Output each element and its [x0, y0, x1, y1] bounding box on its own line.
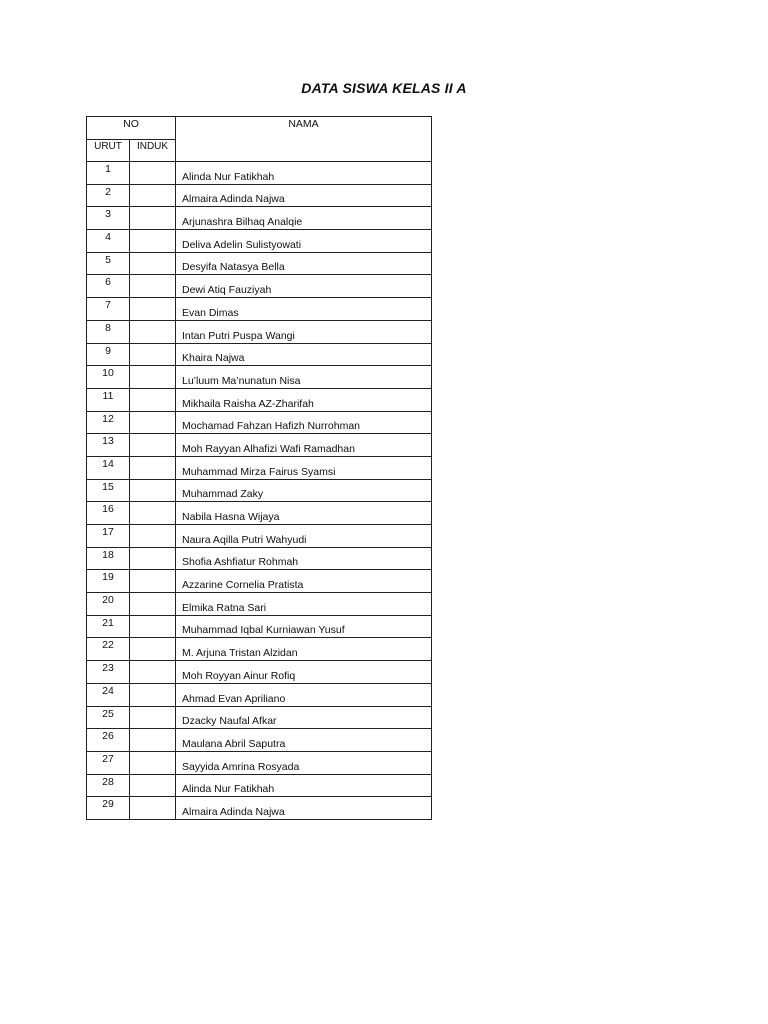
- cell-urut: 21: [87, 615, 130, 638]
- header-urut: URUT: [87, 140, 130, 162]
- cell-induk: [130, 230, 176, 253]
- table-row: [87, 774, 432, 797]
- cell-induk: [130, 366, 176, 389]
- table-row: [87, 434, 432, 457]
- cell-nama: Deliva Adelin Sulistyowati: [176, 230, 432, 253]
- cell-induk: [130, 502, 176, 525]
- cell-urut: 8: [87, 320, 130, 343]
- cell-nama: Muhammad Zaky: [176, 479, 432, 502]
- document-title: DATA SISWA KELAS II A: [301, 80, 467, 96]
- table-row: [87, 456, 432, 479]
- student-table: [86, 116, 432, 820]
- cell-urut: 12: [87, 411, 130, 434]
- cell-urut: 5: [87, 252, 130, 275]
- table-row: [87, 366, 432, 389]
- cell-induk: [130, 593, 176, 616]
- header-nama: NAMA: [176, 117, 432, 162]
- cell-induk: [130, 661, 176, 684]
- cell-urut: 17: [87, 525, 130, 548]
- cell-nama: Mochamad Fahzan Hafizh Nurrohman: [176, 411, 432, 434]
- table-row: [87, 320, 432, 343]
- cell-induk: [130, 343, 176, 366]
- cell-nama: Nabila Hasna Wijaya: [176, 502, 432, 525]
- cell-induk: [130, 184, 176, 207]
- cell-induk: [130, 275, 176, 298]
- cell-urut: 13: [87, 434, 130, 457]
- table-row: [87, 411, 432, 434]
- cell-induk: [130, 774, 176, 797]
- cell-nama: Maulana Abril Saputra: [176, 729, 432, 752]
- cell-urut: 28: [87, 774, 130, 797]
- table-row: [87, 638, 432, 661]
- table-row: [87, 343, 432, 366]
- cell-nama: Ahmad Evan Apriliano: [176, 683, 432, 706]
- cell-nama: Mikhaila Raisha AZ-Zharifah: [176, 388, 432, 411]
- cell-induk: [130, 683, 176, 706]
- student-rows: [87, 162, 432, 820]
- table-row: [87, 275, 432, 298]
- table-row: [87, 252, 432, 275]
- table-row: [87, 661, 432, 684]
- table-row: [87, 184, 432, 207]
- cell-nama: Sayyida Amrina Rosyada: [176, 751, 432, 774]
- cell-induk: [130, 525, 176, 548]
- cell-urut: 22: [87, 638, 130, 661]
- cell-induk: [130, 456, 176, 479]
- cell-nama: Almaira Adinda Najwa: [176, 184, 432, 207]
- cell-induk: [130, 797, 176, 820]
- cell-induk: [130, 570, 176, 593]
- cell-induk: [130, 729, 176, 752]
- cell-induk: [130, 252, 176, 275]
- cell-nama: Dewi Atiq Fauziyah: [176, 275, 432, 298]
- table-row: [87, 593, 432, 616]
- cell-induk: [130, 638, 176, 661]
- table-row: [87, 706, 432, 729]
- cell-urut: 16: [87, 502, 130, 525]
- table-row: [87, 615, 432, 638]
- cell-nama: Khaira Najwa: [176, 343, 432, 366]
- cell-nama: Arjunashra Bilhaq Analqie: [176, 207, 432, 230]
- table-row: [87, 388, 432, 411]
- cell-induk: [130, 207, 176, 230]
- table-row: [87, 230, 432, 253]
- cell-urut: 23: [87, 661, 130, 684]
- table-row: [87, 751, 432, 774]
- table-row: [87, 797, 432, 820]
- cell-urut: 10: [87, 366, 130, 389]
- cell-induk: [130, 388, 176, 411]
- cell-nama: Desyifa Natasya Bella: [176, 252, 432, 275]
- cell-urut: 7: [87, 298, 130, 321]
- cell-induk: [130, 706, 176, 729]
- cell-nama: Naura Aqilla Putri Wahyudi: [176, 525, 432, 548]
- cell-urut: 26: [87, 729, 130, 752]
- cell-urut: 2: [87, 184, 130, 207]
- header-no: NO: [87, 117, 176, 140]
- table-row: [87, 525, 432, 548]
- cell-urut: 27: [87, 751, 130, 774]
- cell-nama: Evan Dimas: [176, 298, 432, 321]
- cell-induk: [130, 411, 176, 434]
- cell-nama: Shofia Ashfiatur Rohmah: [176, 547, 432, 570]
- table-row: [87, 547, 432, 570]
- table-row: [87, 729, 432, 752]
- cell-urut: 4: [87, 230, 130, 253]
- cell-nama: Azzarine Cornelia Pratista: [176, 570, 432, 593]
- cell-urut: 6: [87, 275, 130, 298]
- cell-urut: 20: [87, 593, 130, 616]
- cell-induk: [130, 320, 176, 343]
- cell-urut: 3: [87, 207, 130, 230]
- cell-induk: [130, 615, 176, 638]
- cell-urut: 29: [87, 797, 130, 820]
- cell-nama: Moh Royyan Ainur Rofiq: [176, 661, 432, 684]
- table-row: [87, 298, 432, 321]
- table-row: [87, 683, 432, 706]
- cell-urut: 18: [87, 547, 130, 570]
- cell-urut: 9: [87, 343, 130, 366]
- cell-urut: 25: [87, 706, 130, 729]
- cell-urut: 15: [87, 479, 130, 502]
- cell-nama: Muhammad Mirza Fairus Syamsi: [176, 456, 432, 479]
- cell-urut: 11: [87, 388, 130, 411]
- cell-nama: Dzacky Naufal Afkar: [176, 706, 432, 729]
- cell-nama: Alinda Nur Fatikhah: [176, 162, 432, 185]
- cell-nama: Muhammad Iqbal Kurniawan Yusuf: [176, 615, 432, 638]
- cell-induk: [130, 434, 176, 457]
- cell-urut: 14: [87, 456, 130, 479]
- cell-nama: Elmika Ratna Sari: [176, 593, 432, 616]
- table-row: [87, 502, 432, 525]
- table-row: [87, 162, 432, 185]
- table-row: [87, 570, 432, 593]
- cell-nama: Moh Rayyan Alhafizi Wafi Ramadhan: [176, 434, 432, 457]
- table-row: [87, 207, 432, 230]
- cell-nama: Almaira Adinda Najwa: [176, 797, 432, 820]
- cell-nama: Alinda Nur Fatikhah: [176, 774, 432, 797]
- cell-induk: [130, 479, 176, 502]
- cell-induk: [130, 547, 176, 570]
- cell-nama: Intan Putri Puspa Wangi: [176, 320, 432, 343]
- cell-urut: 24: [87, 683, 130, 706]
- cell-nama: Lu’luum Ma’nunatun Nisa: [176, 366, 432, 389]
- cell-urut: 19: [87, 570, 130, 593]
- cell-induk: [130, 298, 176, 321]
- cell-induk: [130, 751, 176, 774]
- table-row: [87, 479, 432, 502]
- cell-urut: 1: [87, 162, 130, 185]
- cell-induk: [130, 162, 176, 185]
- cell-nama: M. Arjuna Tristan Alzidan: [176, 638, 432, 661]
- header-induk: INDUK: [130, 140, 176, 162]
